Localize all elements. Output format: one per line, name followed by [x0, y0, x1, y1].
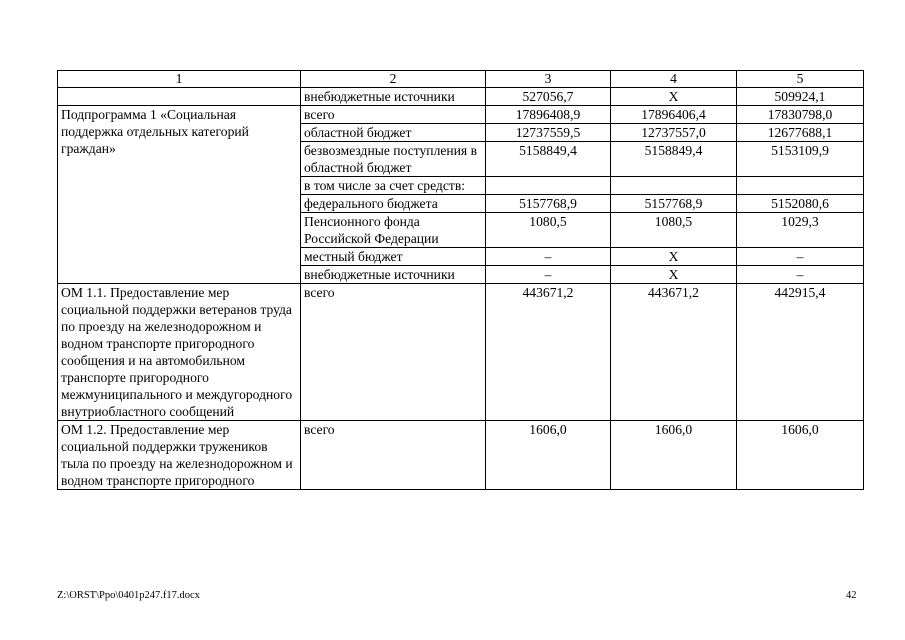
value-col3-cell: 12737559,5	[486, 124, 611, 142]
value-col3-cell: 527056,7	[486, 88, 611, 106]
value-col5-cell: –	[737, 266, 864, 284]
value-col5-cell: 442915,4	[737, 284, 864, 421]
value-col4-cell: 443671,2	[611, 284, 737, 421]
value-col3-cell: 1080,5	[486, 213, 611, 248]
column-header-5: 5	[737, 71, 864, 88]
value-col3-cell: 5158849,4	[486, 142, 611, 177]
table-row	[58, 284, 864, 421]
value-col4-cell: Х	[611, 248, 737, 266]
budget-table	[57, 70, 864, 490]
funding-source-cell: всего	[301, 106, 486, 124]
value-col5-cell: 5153109,9	[737, 142, 864, 177]
value-col3-cell: –	[486, 248, 611, 266]
table-row	[58, 88, 864, 106]
column-header-3: 3	[486, 71, 611, 88]
value-col3-cell	[486, 177, 611, 195]
funding-source-cell: в том числе за счет средств:	[301, 177, 486, 195]
value-col4-cell: 5157768,9	[611, 195, 737, 213]
value-col4-cell: 12737557,0	[611, 124, 737, 142]
funding-source-cell: областной бюджет	[301, 124, 486, 142]
funding-source-cell: внебюджетные источники	[301, 88, 486, 106]
program-name-cell	[58, 88, 301, 106]
value-col3-cell: –	[486, 266, 611, 284]
value-col5-cell	[737, 177, 864, 195]
funding-source-cell: местный бюджет	[301, 248, 486, 266]
value-col5-cell: 1606,0	[737, 421, 864, 490]
value-col5-cell: 1029,3	[737, 213, 864, 248]
value-col4-cell: Х	[611, 88, 737, 106]
funding-source-cell: всего	[301, 284, 486, 421]
table-header-row	[58, 71, 864, 88]
value-col4-cell: 5158849,4	[611, 142, 737, 177]
funding-source-cell: Пенсионного фонда Российской Федерации	[301, 213, 486, 248]
value-col5-cell: 17830798,0	[737, 106, 864, 124]
funding-source-cell: внебюджетные источники	[301, 266, 486, 284]
value-col4-cell: 17896406,4	[611, 106, 737, 124]
table-row	[58, 106, 864, 124]
value-col4-cell: 1606,0	[611, 421, 737, 490]
value-col4-cell: Х	[611, 266, 737, 284]
value-col3-cell: 5157768,9	[486, 195, 611, 213]
funding-source-cell: всего	[301, 421, 486, 490]
page-number: 42	[846, 590, 857, 601]
column-header-2: 2	[301, 71, 486, 88]
value-col5-cell: 5152080,6	[737, 195, 864, 213]
table-row	[58, 421, 864, 490]
value-col5-cell: –	[737, 248, 864, 266]
value-col5-cell: 509924,1	[737, 88, 864, 106]
column-header-4: 4	[611, 71, 737, 88]
value-col3-cell: 1606,0	[486, 421, 611, 490]
value-col4-cell	[611, 177, 737, 195]
value-col4-cell: 1080,5	[611, 213, 737, 248]
column-header-1: 1	[58, 71, 301, 88]
program-name-cell: ОМ 1.2. Предоставление мер социальной поддержки тружеников тыла по проезду на железнодорожном и водном транспорте пригородного	[58, 421, 301, 490]
program-name-cell: Подпрограмма 1 «Социальная поддержка отдельных категорий граждан»	[58, 106, 301, 284]
funding-source-cell: безвозмездные поступления в областной бюджет	[301, 142, 486, 177]
funding-source-cell: федерального бюджета	[301, 195, 486, 213]
value-col5-cell: 12677688,1	[737, 124, 864, 142]
document-file-path: Z:\ORST\Ppo\0401p247.f17.docx	[57, 590, 200, 601]
value-col3-cell: 17896408,9	[486, 106, 611, 124]
value-col3-cell: 443671,2	[486, 284, 611, 421]
program-name-cell: ОМ 1.1. Предоставление мер социальной поддержки ветеранов труда по проезду на железнодорожном и водном транспорте пригородного сообщения и на автомобильном транспорте пригородного межмуниципального и междугородного внутриобластного сообщений	[58, 284, 301, 421]
